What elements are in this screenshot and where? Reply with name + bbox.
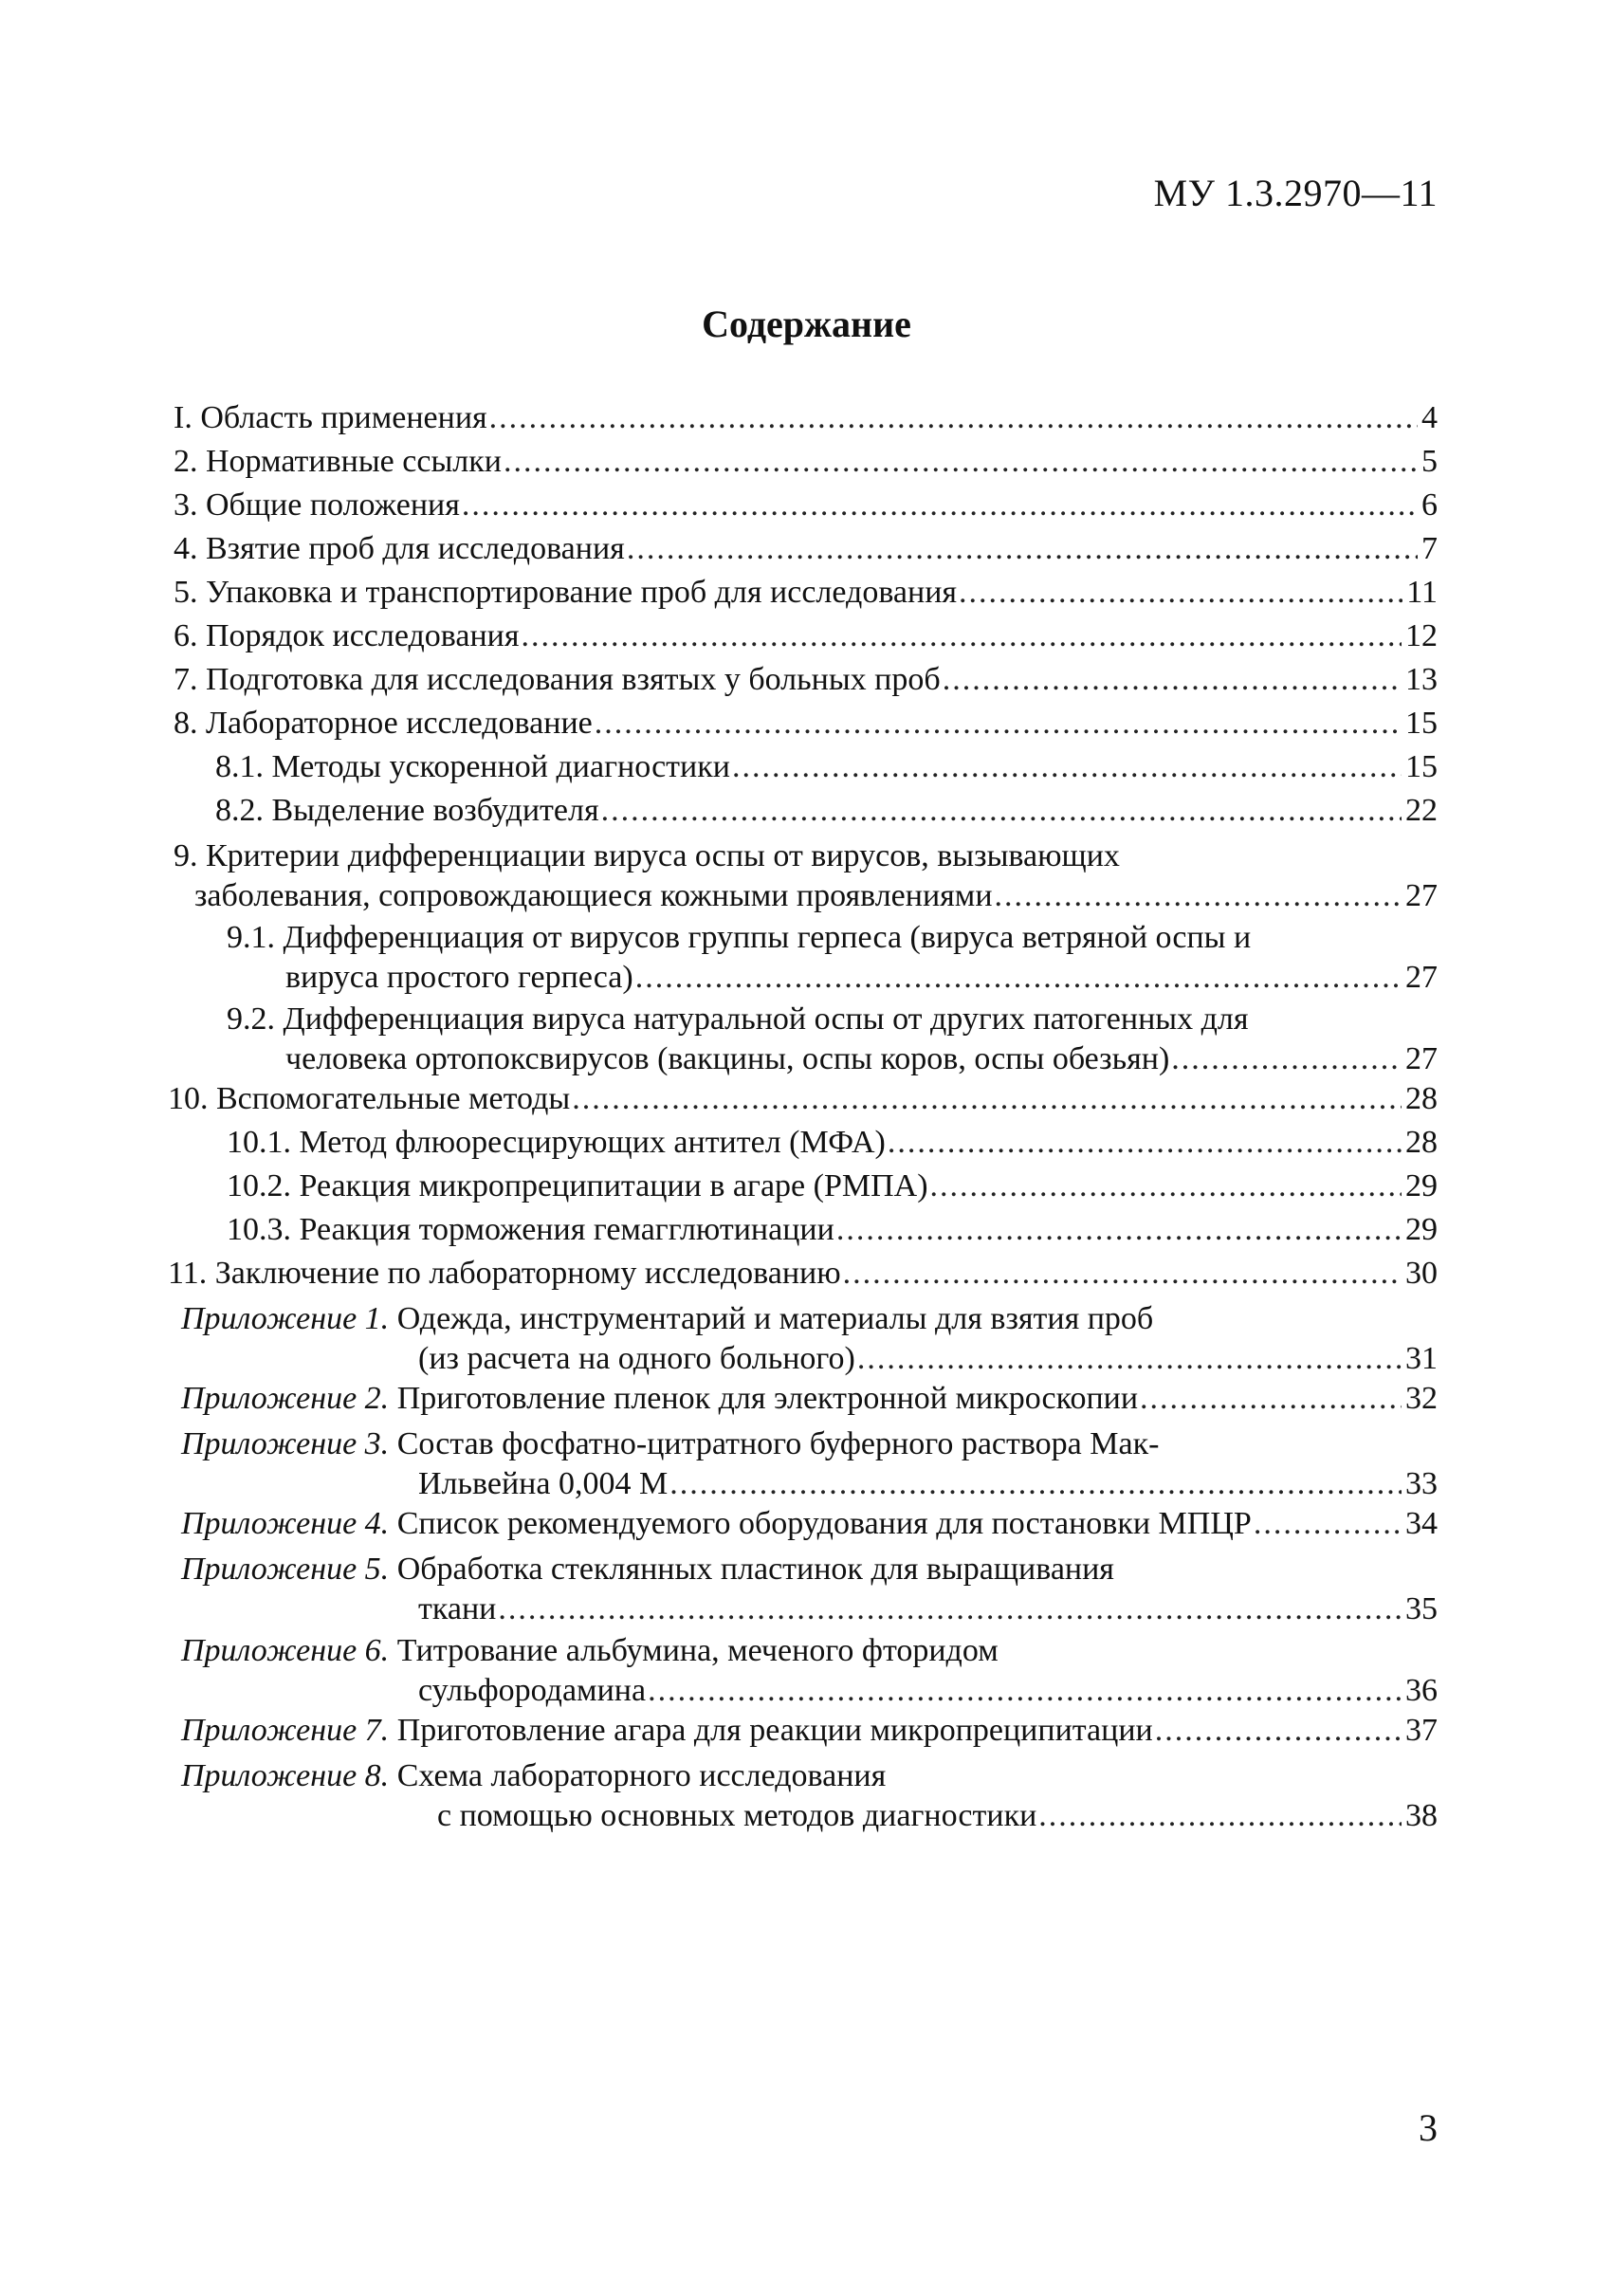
toc-entry-title-continued: сульфородамина [418,1671,648,1711]
toc-entry-title: Список рекомендуемого оборудования для постановки МПЦР [396,1506,1252,1541]
dot-leader [504,442,1418,482]
appendix-label: Приложение 8. [181,1758,390,1793]
toc-appendix-8[interactable] [174,1756,1438,1836]
toc-page-number: 28 [1405,1081,1438,1116]
toc-appendix-6[interactable] [174,1631,1438,1711]
dot-leader [836,1210,1402,1250]
dot-leader [498,1589,1402,1629]
toc-entry-8-1[interactable] [174,747,1438,791]
toc-entry-8[interactable] [174,704,1438,747]
toc-page-number: 35 [1405,1591,1438,1626]
toc-page-number: 29 [1405,1168,1438,1203]
dot-leader [843,1254,1402,1294]
toc-entry-title: 4. Взятие проб для исследования [174,529,627,569]
toc-page-number: 27 [1405,960,1438,995]
document-code: МУ 1.3.2970—11 [1153,172,1438,214]
toc-page-number: 27 [1405,878,1438,913]
toc-entry-title-continued: человека ортопоксвирусов (вакцины, оспы коров, оспы обезьян) [285,1039,1171,1079]
dot-leader [930,1166,1402,1206]
toc-page-number: 4 [1421,400,1438,435]
toc-entry-title: 10.1. Метод флюоресцирующих антител (МФА) [227,1123,888,1163]
toc-entry-title-continued: Ильвейна 0,004 М [418,1464,669,1504]
toc-entry-title: 10.2. Реакция микропреципитации в агаре (РМПА) [227,1166,930,1206]
appendix-label: Приложение 5. [181,1552,390,1587]
dot-leader [857,1339,1402,1379]
toc-entry-5[interactable] [174,573,1438,616]
toc-entry-title: 11. Заключение по лабораторному исследованию [168,1254,843,1294]
appendix-label: Приложение 4. [181,1506,390,1541]
toc-page-number: 38 [1405,1798,1438,1833]
toc-page-number: 27 [1405,1041,1438,1076]
appendix-label: Приложение 6. [181,1633,390,1668]
dot-leader [572,1079,1402,1119]
dot-leader [888,1123,1402,1163]
toc-entry-title: 6. Порядок исследования [174,616,522,656]
toc-entry-title-continued: вируса простого герпеса) [285,958,635,998]
toc-entry-10[interactable] [168,1079,1438,1123]
dot-leader [648,1671,1402,1711]
dot-leader [627,529,1418,569]
toc-entry-title: Приготовление агара для реакции микропреципитации [396,1713,1153,1748]
toc-entry-10-2[interactable] [174,1166,1438,1210]
toc-page-number: 13 [1405,662,1438,697]
appendix-label: Приложение 3. [181,1426,390,1461]
toc-page-number: 7 [1421,531,1438,566]
dot-leader [522,616,1402,656]
dot-leader [1171,1039,1402,1079]
toc-appendix-3[interactable] [174,1424,1438,1504]
dot-leader [489,398,1418,438]
toc-page-number: 6 [1421,487,1438,523]
toc-entry-title: 9. Критерии дифференциации вируса оспы от вирусов, вызывающих [174,838,1120,873]
toc-entry-title: 7. Подготовка для исследования взятых у больных проб [174,660,943,700]
dot-leader [1155,1711,1402,1751]
toc-entry-title: 10.3. Реакция торможения гемагглютинации [227,1210,836,1250]
toc-page-number: 34 [1405,1506,1438,1541]
toc-page-number: 31 [1405,1341,1438,1376]
toc-page-number: 30 [1405,1256,1438,1291]
dot-leader [995,876,1402,916]
dot-leader [1038,1796,1402,1836]
toc-page-number: 33 [1405,1466,1438,1501]
toc-entry-title: Титрование альбумина, меченого фторидом [396,1633,999,1668]
toc-page-number: 5 [1421,444,1438,479]
toc-page-number: 11 [1406,575,1438,610]
toc-entry-title: 2. Нормативные ссылки [174,442,504,482]
toc-entry-1[interactable] [174,398,1438,442]
dot-leader [959,573,1402,613]
toc-entry-title: Одежда, инструментарий и материалы для взятия проб [396,1301,1154,1336]
toc-page-number: 22 [1405,793,1438,828]
toc-entry-8-2[interactable] [174,791,1438,835]
dot-leader [669,1464,1402,1504]
toc-page-number: 36 [1405,1673,1438,1708]
toc-entry-9-2[interactable] [174,1000,1438,1079]
toc-entry-9[interactable] [174,836,1438,916]
toc-page-number: 28 [1405,1125,1438,1160]
toc-entry-title: 9.1. Дифференциация от вирусов группы герпеса (вируса ветряной оспы и [227,920,1252,955]
dot-leader [635,958,1402,998]
toc-entry-10-1[interactable] [174,1123,1438,1166]
toc-appendix-7[interactable] [174,1711,1438,1754]
appendix-label: Приложение 1. [181,1301,390,1336]
toc-entry-title: I. Область применения [174,398,489,438]
dot-leader [595,704,1402,744]
toc-entry-9-1[interactable] [174,918,1438,998]
toc-page-number: 15 [1405,749,1438,784]
toc-page-number: 32 [1405,1381,1438,1416]
toc-appendix-2[interactable] [174,1379,1438,1423]
toc-entry-title: 5. Упаковка и транспортирование проб для исследования [174,573,959,613]
toc-entry-title-continued: заболевания, сопровождающиеся кожными проявлениями [194,876,995,916]
page-number: 3 [1419,2106,1438,2149]
dot-leader [732,747,1402,787]
toc-appendix-5[interactable] [174,1550,1438,1629]
toc-page-number: 29 [1405,1212,1438,1247]
toc-entry-3[interactable] [174,486,1438,529]
toc-entry-title: 8. Лабораторное исследование [174,704,595,744]
toc-entry-title: 3. Общие положения [174,486,462,525]
dot-leader [1254,1504,1402,1544]
toc-entry-title: Схема лабораторного исследования [396,1758,887,1793]
toc-entry-title: 9.2. Дифференциация вируса натуральной оспы от других патогенных для [227,1001,1249,1037]
dot-leader [943,660,1402,700]
toc-page-number: 12 [1405,618,1438,653]
toc-page-number: 15 [1405,706,1438,741]
toc-entry-10-3[interactable] [174,1210,1438,1254]
toc-entry-title: Приготовление пленок для электронной микроскопии [396,1381,1139,1416]
appendix-label: Приложение 7. [181,1713,390,1748]
dot-leader [601,791,1402,831]
page-title: Содержание [702,303,911,345]
toc-entry-title-continued: с помощью основных методов диагностики [437,1796,1038,1836]
toc-entry-4[interactable] [174,529,1438,573]
appendix-label: Приложение 2. [181,1381,390,1416]
toc-appendix-1[interactable] [174,1299,1438,1379]
toc-entry-6[interactable] [174,616,1438,660]
toc-entry-title: 10. Вспомогательные методы [168,1079,572,1119]
toc-page-number: 37 [1405,1713,1438,1748]
toc-entry-title: Обработка стеклянных пластинок для выращивания [396,1552,1114,1587]
dot-leader [462,486,1418,525]
toc-entry-2[interactable] [174,442,1438,486]
dot-leader [1140,1379,1402,1419]
toc-entry-title-continued: ткани [418,1589,498,1629]
toc-entry-11[interactable] [168,1254,1438,1297]
toc-entry-title: 8.1. Методы ускоренной диагностики [215,747,732,787]
toc-appendix-4[interactable] [174,1504,1438,1548]
toc-entry-title-continued: (из расчета на одного больного) [418,1339,857,1379]
toc-entry-7[interactable] [174,660,1438,704]
toc-entry-title: Состав фосфатно-цитратного буферного раствора Мак- [396,1426,1160,1461]
table-of-contents [168,398,1438,1836]
toc-entry-title: 8.2. Выделение возбудителя [215,791,601,831]
